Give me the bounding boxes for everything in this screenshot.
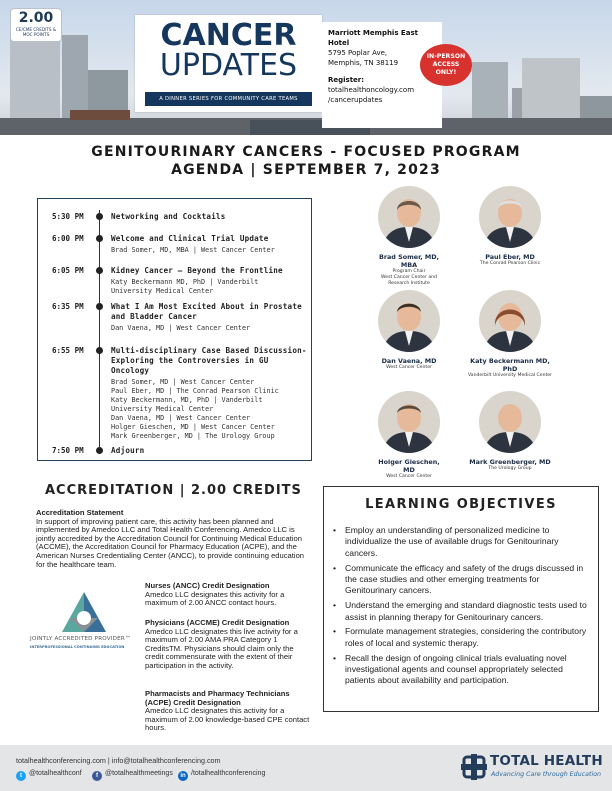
objective-item: • Employ an understanding of personalized medicine to individualize the use of available drugs for Genitourinary cancers. <box>333 525 591 559</box>
accreditation-statement <box>36 509 311 569</box>
credits-badge <box>10 8 62 42</box>
speaker-photo <box>479 186 541 248</box>
speaker-card <box>373 391 445 480</box>
objective-item: • Recall the design of ongoing clinical trials evaluating novel investigational agents and counsel appropriately selected patients about availability and participation. <box>333 653 591 687</box>
venue-address2: Memphis, TN 38119 <box>328 59 399 67</box>
in-person-badge <box>420 44 472 86</box>
agenda-time: 6:00 PM <box>52 234 84 243</box>
accreditation-statement-body: In support of improving patient care, this activity has been planned and implemented by Amedco LLC and Total Health Conferencing. Amedco LLC is jointly accredited by the Accreditation Council for Continuing Medical Education (ACCME), the Accreditation Council for Pharmacy Education (ACPE), and the American Nurses Credentialing Center (ANCC), to provide continuing education for the healthcare team. <box>36 516 305 569</box>
register-label: Register: <box>328 76 365 84</box>
total-health-logo-icon <box>461 752 487 782</box>
speaker-name: Katy Beckermann MD, PhD <box>470 357 550 373</box>
twitter-link[interactable] <box>16 770 82 781</box>
agenda-time: 6:55 PM <box>52 346 84 355</box>
agenda-detail: Holger Gieschen, MD | West Cancer Center <box>111 423 275 431</box>
nurses-body: Amedco LLC designates this activity for a maximum of 2.00 ANCC contact hours. <box>145 589 285 608</box>
objective-item: • Formulate management strategies, considering the contributory roles of local and systemic therapy. <box>333 626 591 649</box>
objective-item: • Understand the emerging and standard diagnostic tests used to assist in planning therapy for Genitourinary cancers. <box>333 600 591 623</box>
agenda-detail: University Medical Center <box>111 405 214 413</box>
speaker-card <box>468 186 552 267</box>
logo-line2: UPDATES <box>159 48 298 83</box>
credits-label: CE/CME CREDITS & MOC POINTS <box>15 27 57 37</box>
pharma-credit <box>145 690 311 733</box>
speaker-photo <box>378 186 440 248</box>
physicians-body: Amedco LLC designates this live activity for a maximum of 2.00 AMA PRA Category 1 CreditsTM. Physicians should claim only the credit commensurate with the extent of their participation in the activity. <box>145 626 298 670</box>
logo-tagline: A DINNER SERIES FOR COMMUNITY CARE TEAMS <box>145 92 312 106</box>
speaker-org: Vanderbilt University Medical Center <box>467 373 553 378</box>
agenda-title: Networking and Cocktails <box>111 212 226 221</box>
program-title: GENITOURINARY CANCERS - FOCUSED PROGRAM <box>91 144 521 160</box>
speaker-card <box>373 290 445 371</box>
credits-value: 2.00 <box>18 10 54 26</box>
speaker-photo <box>479 391 541 453</box>
total-health-tagline: Advancing Care through Education <box>491 771 602 778</box>
in-person-line3: ONLY! <box>435 69 457 76</box>
in-person-line2: ACCESS <box>432 61 460 68</box>
facebook-icon: f <box>92 771 102 781</box>
speaker-role: Program Chair <box>392 269 426 274</box>
speaker-photo <box>378 290 440 352</box>
facebook-link[interactable] <box>92 770 173 781</box>
register-link-2[interactable]: /cancerupdates <box>328 96 383 104</box>
speaker-card <box>373 186 445 287</box>
timeline-dot <box>96 347 103 354</box>
timeline-dot <box>96 235 103 242</box>
register-link-1[interactable]: totalhealthoncology.com <box>328 86 415 94</box>
speaker-org: The Conrad Pearson Clinic <box>479 261 541 266</box>
timeline-dot <box>96 213 103 220</box>
pharma-heading: Pharmacists and Pharmacy Technicians (ACPE) Credit Designation <box>145 689 290 707</box>
agenda-title: Kidney Cancer – Beyond the Frontline <box>111 266 283 275</box>
physicians-credit <box>145 619 311 671</box>
agenda-detail: Katy Beckermann MD, PhD | Vanderbilt <box>111 278 259 286</box>
venue-address1: 5795 Poplar Ave, <box>328 49 388 57</box>
speaker-org: The Urology Group <box>488 466 532 471</box>
twitter-icon: t <box>16 771 26 781</box>
linkedin-icon: in <box>178 771 188 781</box>
speaker-name: Paul Eber, MD <box>485 253 535 261</box>
speaker-name: Brad Somer, MD, MBA <box>378 253 440 269</box>
facebook-handle: @totalhealthmeetings <box>105 770 173 777</box>
nurses-credit <box>145 582 311 608</box>
speaker-name: Holger Gieschen, MD <box>378 458 440 474</box>
header-banner <box>0 0 612 135</box>
agenda-title: Adjourn <box>111 446 145 455</box>
jap-line2: INTERPROFESSIONAL CONTINUING EDUCATION <box>30 645 125 649</box>
timeline-dot <box>96 267 103 274</box>
accreditation-statement-heading: Accreditation Statement <box>36 508 124 517</box>
agenda-detail: Dan Vaena, MD | West Cancer Center <box>111 324 251 332</box>
venue-name: Marriott Memphis East Hotel <box>328 29 418 47</box>
logo-line1: CANCER <box>160 18 297 53</box>
agenda-detail: Paul Eber, MD | The Conrad Pearson Clinic <box>111 387 279 395</box>
in-person-line1: IN-PERSON <box>426 53 466 60</box>
agenda-time: 6:05 PM <box>52 266 84 275</box>
footer-contact[interactable]: totalhealthconferencing.com | info@totalhealthconferencing.com <box>16 756 221 765</box>
speaker-org: West Cancer Center <box>386 474 432 479</box>
agenda-title: What I Am Most Excited About in Prostate and Bladder Cancer <box>111 302 302 321</box>
agenda-detail: University Medical Center <box>111 287 214 295</box>
jap-line1: JOINTLY ACCREDITED PROVIDER™ <box>30 636 131 642</box>
linkedin-handle: /totalhealthconferencing <box>191 770 266 777</box>
objective-item: • Communicate the efficacy and safety of the drugs discussed in the case studies and other emerging treatments for Genitourinary cancers. <box>333 563 591 597</box>
jap-triangle-icon <box>30 588 138 636</box>
learning-objectives-list <box>333 525 591 690</box>
agenda-detail: Dan Vaena, MD | West Cancer Center <box>111 414 251 422</box>
speaker-photo <box>378 391 440 453</box>
speaker-org: West Cancer Center and <box>381 275 437 280</box>
physicians-heading: Physicians (ACCME) Credit Designation <box>145 618 290 627</box>
agenda-detail: Katy Beckermann, MD, PhD | Vanderbilt <box>111 396 263 404</box>
jointly-accredited-logo <box>30 588 138 656</box>
pharma-body: Amedco LLC designates this activity for a maximum of 2.00 knowledge-based CPE contact hours. <box>145 706 310 733</box>
agenda-title: Welcome and Clinical Trial Update <box>111 234 269 243</box>
speaker-card <box>462 290 558 379</box>
agenda-time: 5:30 PM <box>52 212 84 221</box>
learning-objectives-title: LEARNING OBJECTIVES <box>365 497 557 512</box>
agenda-time: 6:35 PM <box>52 302 84 311</box>
agenda-time: 7:50 PM <box>52 446 84 455</box>
total-health-brand: TOTAL HEALTH <box>490 753 603 769</box>
linkedin-link[interactable] <box>178 770 265 781</box>
speaker-org: Research Institute <box>388 281 430 286</box>
nurses-heading: Nurses (ANCC) Credit Designation <box>145 581 270 590</box>
timeline-dot <box>96 303 103 310</box>
agenda-timeline <box>99 210 100 454</box>
speaker-name: Dan Vaena, MD <box>381 357 437 365</box>
accreditation-title: ACCREDITATION | 2.00 CREDITS <box>45 483 302 498</box>
agenda-detail: Brad Somer, MD, MBA | West Cancer Center <box>111 246 275 254</box>
agenda-title: Multi-disciplinary Case Based Discussion- Exploring the Controversies in GU Oncology <box>111 346 307 375</box>
cancer-updates-logo <box>135 15 322 112</box>
timeline-dot <box>96 447 103 454</box>
agenda-date-title: AGENDA | SEPTEMBER 7, 2023 <box>171 162 441 178</box>
twitter-handle: @totalhealthconf <box>29 770 82 777</box>
speaker-photo <box>479 290 541 352</box>
speaker-card <box>468 391 552 472</box>
agenda-detail: Mark Greenberger, MD | The Urology Group <box>111 432 275 440</box>
speaker-org: West Cancer Center <box>386 365 432 370</box>
agenda-detail: Brad Somer, MD | West Cancer Center <box>111 378 255 386</box>
speaker-name: Mark Greenberger, MD <box>469 458 551 466</box>
